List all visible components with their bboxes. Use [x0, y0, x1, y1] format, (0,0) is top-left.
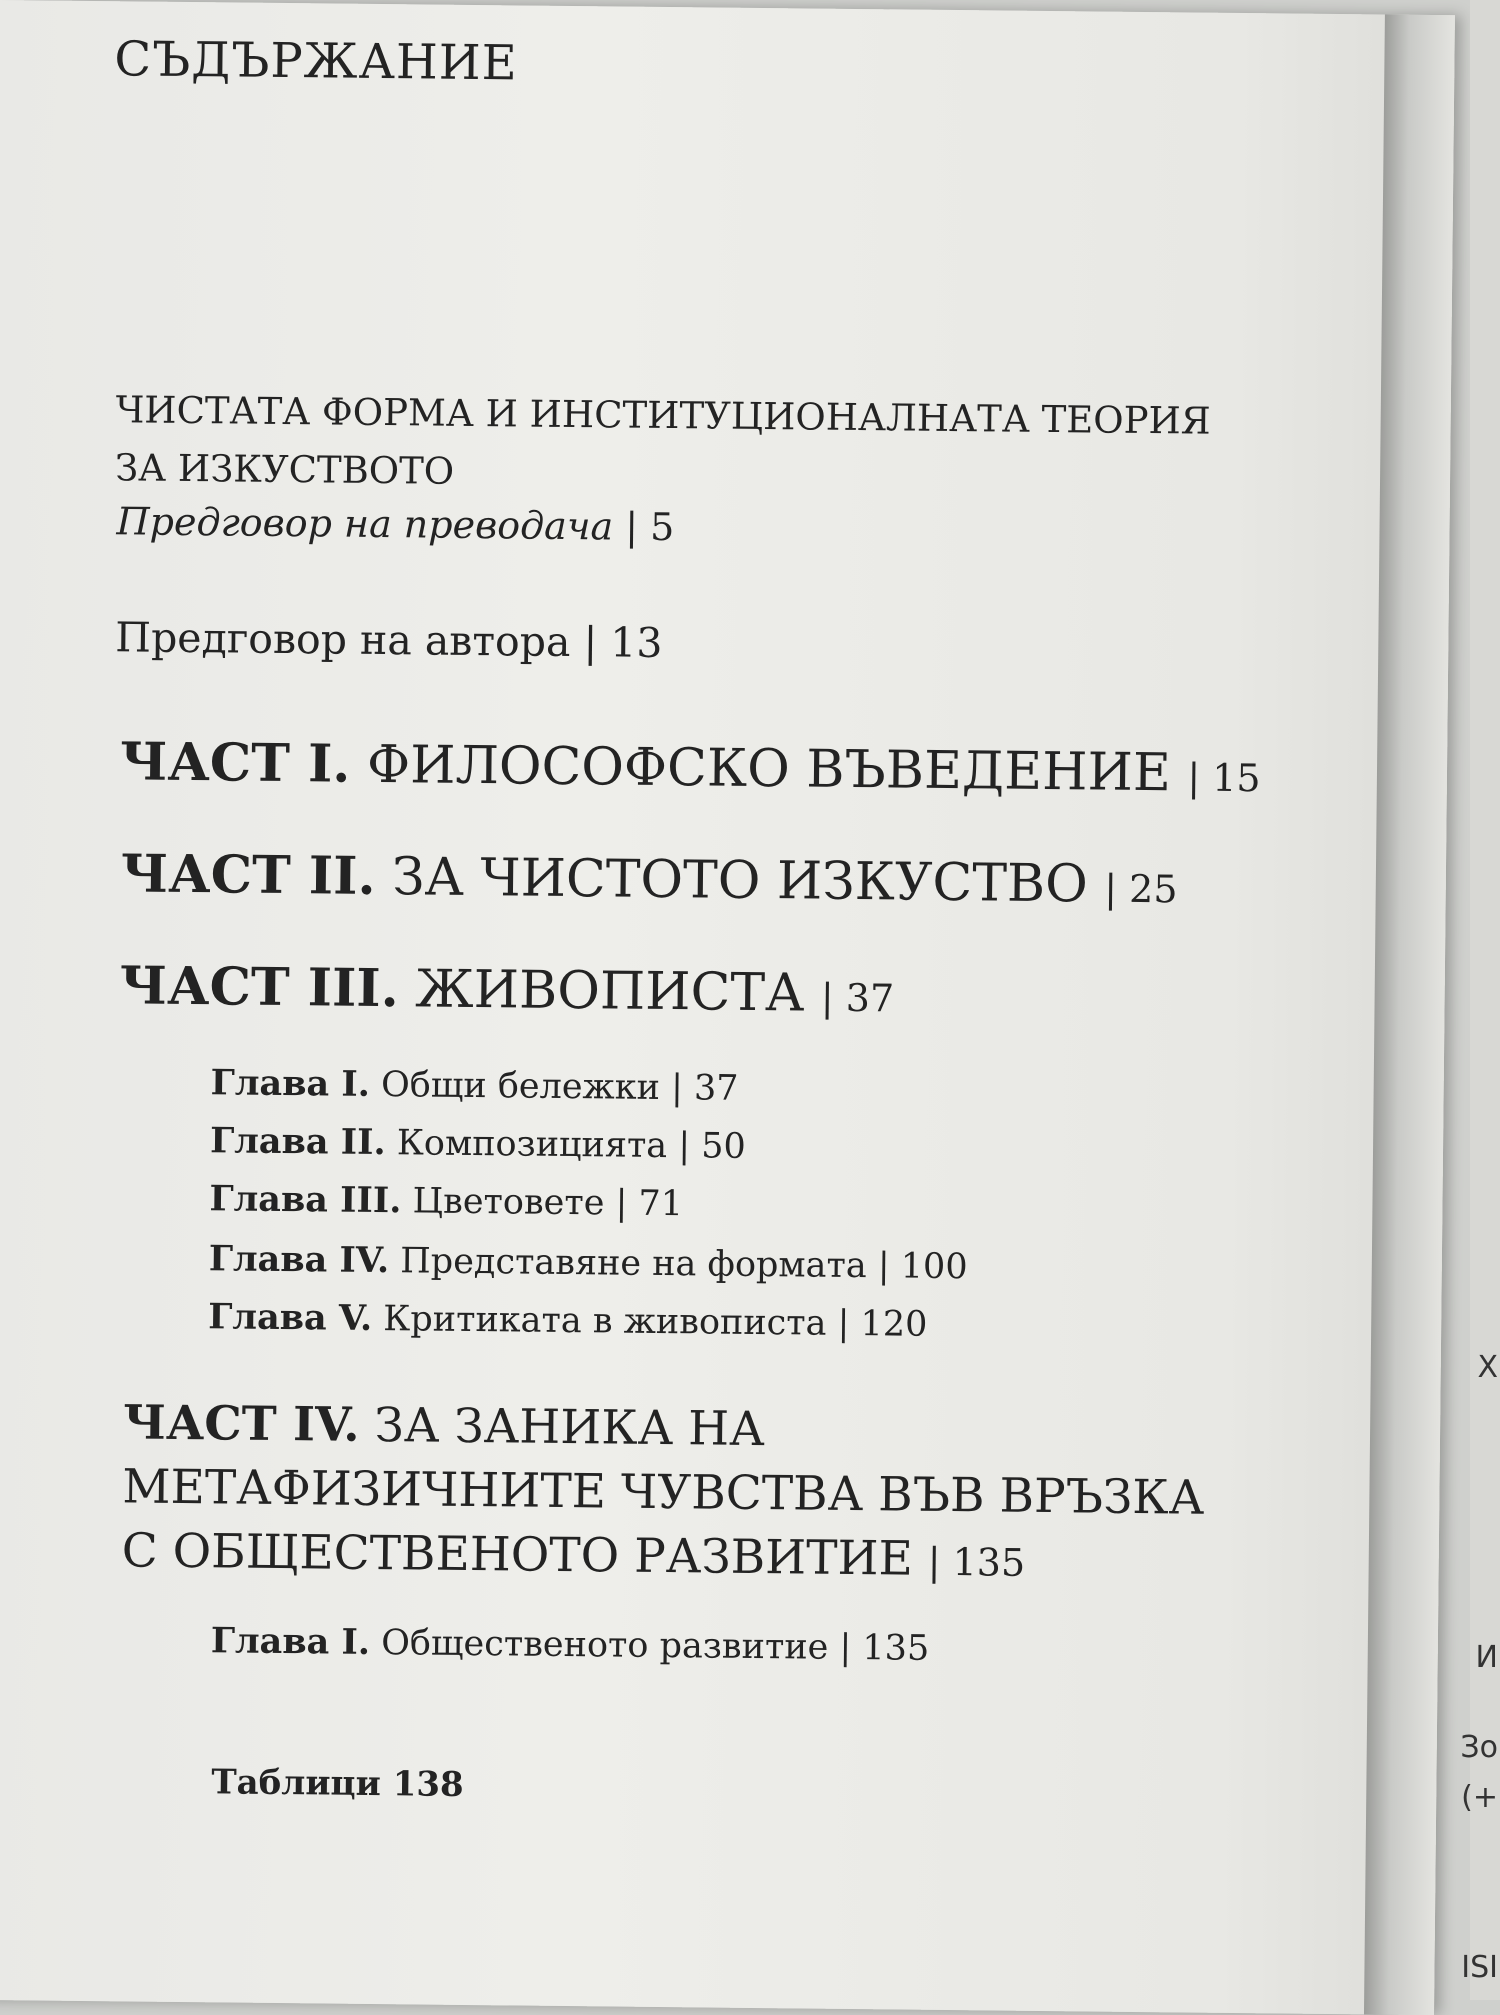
chapter-number: Глава V. [208, 1296, 373, 1339]
chapter-title: Общественото развитие [381, 1623, 829, 1668]
toc-chapter [210, 1062, 738, 1109]
toc-entry-label: Предговор на автора [115, 613, 571, 667]
book-title [115, 381, 1211, 508]
part-page: | 25 [1104, 866, 1178, 912]
toc-part-1 [120, 731, 1261, 804]
toc-chapter [211, 1620, 930, 1669]
toc-entry-page: | 5 [624, 504, 675, 550]
chapter-page: | 71 [615, 1183, 684, 1225]
book-title-line-1: ЧИСТАТА ФОРМА И ИНСТИТУЦИОНАЛНАТА ТЕОРИЯ [115, 388, 1211, 443]
part-title: ЗА ЗАНИКА НА МЕТАФИЗИЧНИТЕ ЧУВСТВА ВЪВ ВРЪЗКА С ОБЩЕСТВЕНОТО РАЗВИТИЕ [121, 1398, 1205, 1587]
adjacent-page-fragment: (+ [1461, 1780, 1498, 1815]
chapter-page: | 120 [837, 1303, 928, 1345]
toc-part-4 [121, 1391, 1253, 1597]
page-header: СЪДЪРЖАНИЕ [114, 31, 519, 92]
chapter-page: | 37 [670, 1068, 739, 1109]
toc-entry-preface-translator [116, 499, 674, 549]
chapter-title: Критиката в живописта [383, 1299, 827, 1344]
toc-entry-page: | 13 [583, 618, 663, 667]
chapter-number: Глава I. [210, 1620, 371, 1663]
adjacent-page-fragment: Зо [1460, 1730, 1498, 1765]
part-page: | 37 [820, 975, 895, 1021]
chapter-page: | 135 [839, 1627, 930, 1669]
chapter-title: Представяне на формата [400, 1241, 867, 1287]
part-title: ФИЛОСОФСКО ВЪВЕДЕНИЕ [366, 734, 1172, 804]
part-page: | 15 [1187, 755, 1261, 801]
part-number: ЧАСТ IV. [122, 1395, 360, 1453]
chapter-title: Общи бележки [380, 1065, 661, 1108]
adjacent-page-fragment: Х [1477, 1350, 1498, 1385]
page-gutter-shadow [1364, 15, 1455, 2015]
part-number: ЧАСТ I. [119, 731, 351, 795]
toc-chapter [208, 1296, 928, 1345]
toc-entry-preface-author [115, 613, 663, 667]
toc-chapter [209, 1178, 683, 1224]
chapter-number: Глава III. [209, 1178, 402, 1222]
chapter-number: Глава IV. [208, 1238, 390, 1282]
toc-part-3 [119, 955, 894, 1024]
book-title-line-2: ЗА ИЗКУСТВОТО [114, 446, 455, 493]
toc-part-2 [121, 843, 1178, 915]
adjacent-page-fragment: И [1475, 1640, 1498, 1675]
part-number: ЧАСТ II. [120, 843, 376, 907]
adjacent-page-fragment: ISI [1461, 1950, 1498, 1985]
part-number: ЧАСТ III. [119, 955, 400, 1020]
toc-entry-tables: Таблици 138 [211, 1762, 464, 1805]
toc-chapter [210, 1120, 746, 1167]
chapter-number: Глава II. [209, 1120, 386, 1164]
part-page: | 135 [927, 1539, 1026, 1585]
chapter-page: | 100 [877, 1246, 968, 1288]
chapter-page: | 50 [678, 1126, 746, 1167]
chapter-number: Глава I. [210, 1062, 371, 1105]
chapter-title: Композицията [396, 1123, 668, 1167]
chapter-title: Цветовете [412, 1181, 605, 1224]
part-title: ЗА ЧИСТОТО ИЗКУСТВО [391, 847, 1089, 915]
toc-entry-label: Предговор на преводача [116, 499, 614, 549]
adjacent-page-edge [1460, 0, 1500, 2000]
toc-chapter [209, 1238, 968, 1287]
part-title: ЖИВОПИСТА [414, 959, 805, 1024]
